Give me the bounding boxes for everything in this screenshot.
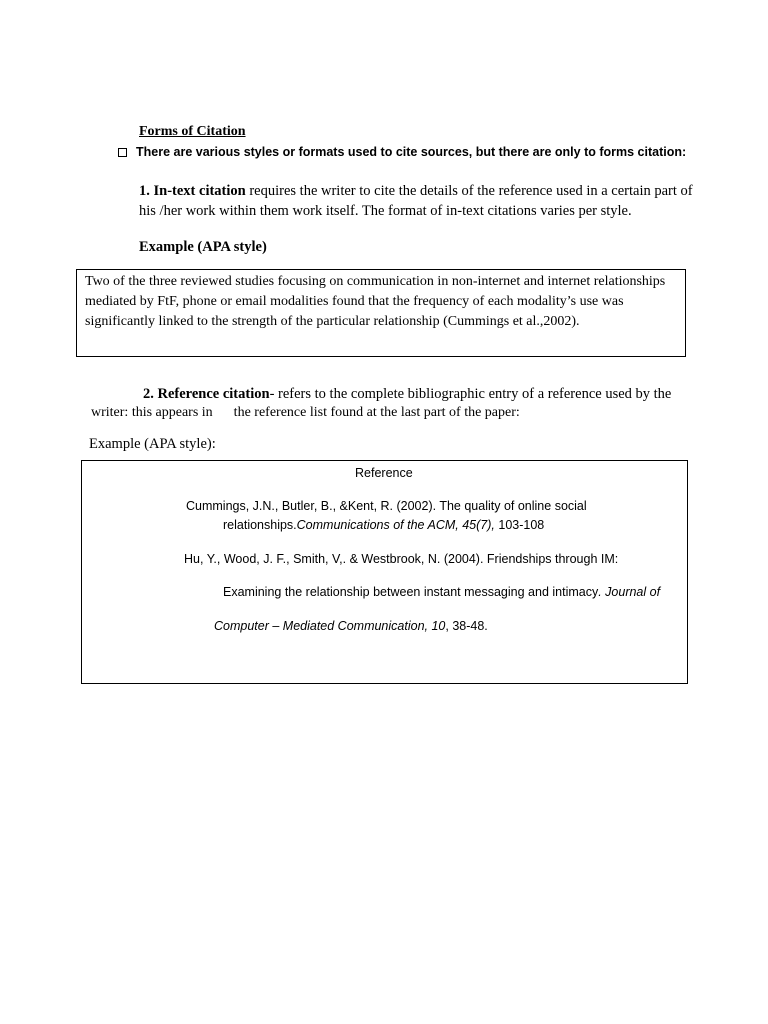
intext-paragraph-line-1 <box>139 183 693 200</box>
example-1-line-3: significantly linked to the strength of the particular relationship (Cummings et al.,2002). <box>85 314 580 329</box>
reference-entry-1-line-2 <box>223 518 544 532</box>
example-1-line-1: Two of the three reviewed studies focusing on communication in non-internet and internet relationships <box>85 274 666 289</box>
example-1-line-2: mediated by FtF, phone or email modalities found that the frequency of each modality’s use was <box>85 294 624 309</box>
reference-title: 2. Reference citation <box>143 386 270 402</box>
ref1-pages: 103-108 <box>494 518 545 532</box>
reference-text: - refers to the complete bibliographic entry of a reference used by the <box>269 386 672 402</box>
bullet-text: There are various styles or formats used to cite sources, but there are only to forms citation: <box>136 145 687 159</box>
checkbox-bullet-icon <box>118 148 127 157</box>
ref1-article-end: relationships. <box>223 518 297 532</box>
reference-paragraph-line-2: writer: this appears in the reference list found at the last part of the paper: <box>91 405 520 420</box>
ref2-journal-end: Computer – Mediated Communication, 10 <box>214 619 446 633</box>
intext-title: 1. In-text citation <box>139 183 246 199</box>
example-2-box <box>81 460 688 684</box>
reference-entry-2-line-2 <box>223 585 660 599</box>
intext-text: requires the writer to cite the details of the reference used in a certain part of <box>245 183 693 199</box>
reference-entry-1-line-1: Cummings, J.N., Butler, B., &Kent, R. (2002). The quality of online social <box>186 499 587 513</box>
reference-box-title: Reference <box>355 466 413 480</box>
ref2-journal-start: . Journal of <box>598 585 661 599</box>
reference-entry-2-line-3 <box>214 619 488 633</box>
example-2-label: Example (APA style): <box>89 436 216 452</box>
page-heading: Forms of Citation <box>139 124 246 139</box>
ref2-article-title: Examining the relationship between instant messaging and intimacy <box>223 585 599 599</box>
reference-entry-2-line-1: Hu, Y., Wood, J. F., Smith, V,. & Westbrook, N. (2004). Friendships through IM: <box>184 552 619 566</box>
ref2-pages: , 38-48. <box>445 619 488 633</box>
bullet-point <box>118 145 686 159</box>
reference-paragraph-line-1 <box>143 386 671 403</box>
ref1-journal: Communications of the ACM, 45(7), <box>296 518 495 532</box>
example-1-label: Example (APA style) <box>139 239 267 255</box>
intext-paragraph-line-2: his /her work within them work itself. The format of in-text citations varies per style. <box>139 203 632 219</box>
